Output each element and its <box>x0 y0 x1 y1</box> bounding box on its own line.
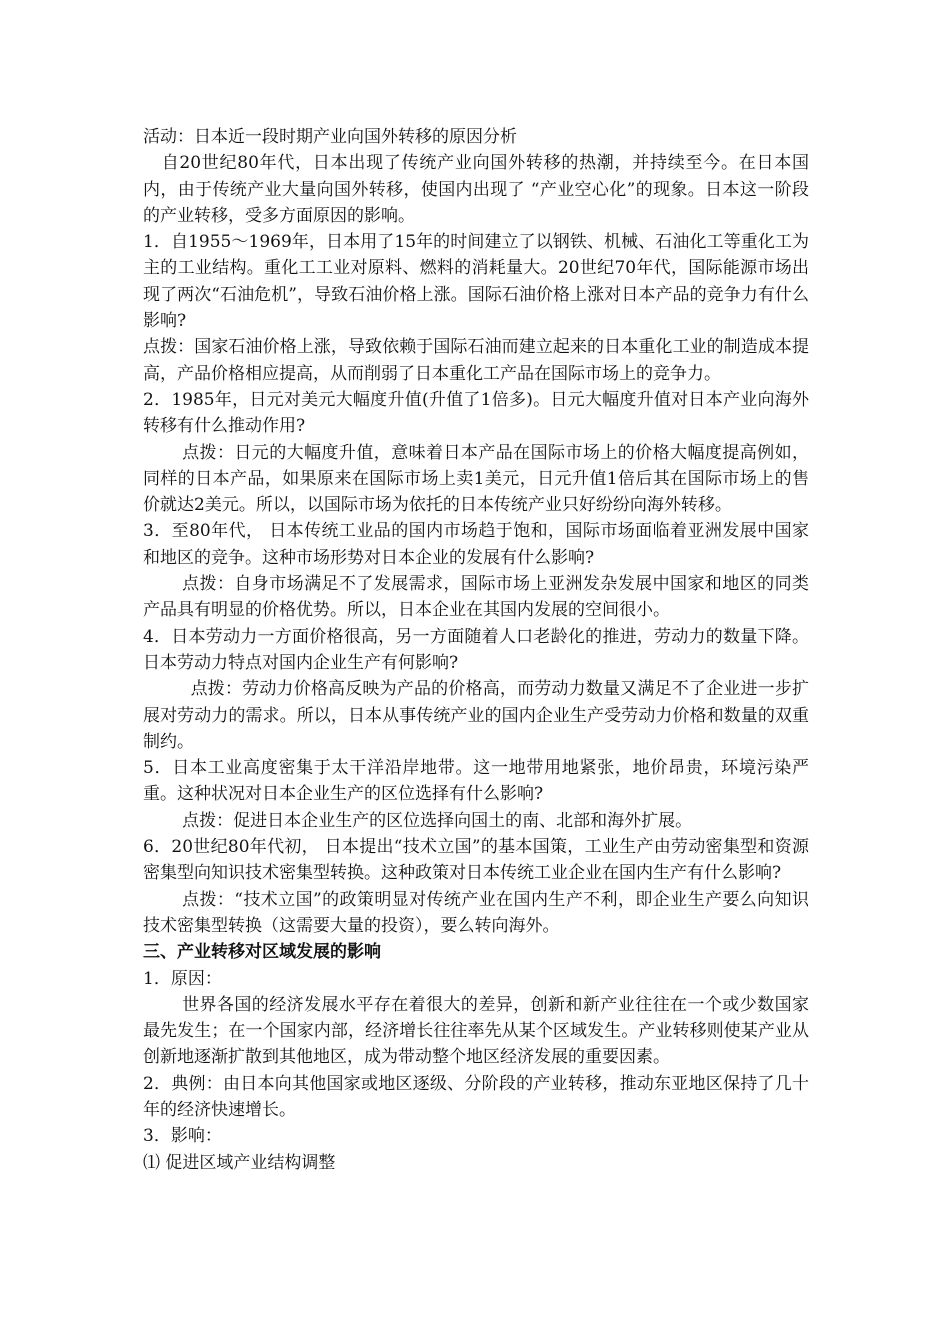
reason-label: 1．原因： <box>143 968 222 989</box>
example-text: 2．典例：由日本向其他国家或地区逐级、分阶段的产业转移，推动东亚地区保持了几十年的经济快速增长。 <box>143 1073 809 1120</box>
hint-4: 点拨：劳动力价格高反映为产品的价格高，而劳动力数量又满足不了企业进一步扩展对劳动力的需求。所以，日本从事传统产业的国内企业生产受劳动力价格和数量的双重制约。 <box>143 679 809 752</box>
hint-1: 点拨：国家石油价格上涨，导致依赖于国际石油而建立起来的日本重化工业的制造成本提高，产品价格相应提高，从而削弱了日本重化工产品在国际市场上的竞争力。 <box>143 337 809 384</box>
question-2: 2．1985年，日元对美元大幅度升值(升值了1倍多)。日元大幅度升值对日本产业向海外转移有什么推动作用? <box>143 389 809 437</box>
activity-intro: 自20世纪80年代，日本出现了传统产业向国外转移的热潮，并持续至今。在日本国内，由于传统产业大量向国外转移，使国内出现了 “产业空心化”的现象。日本这一阶段的产业转移，受多方面原因的影响。 <box>143 153 809 226</box>
reason-text: 世界各国的经济发展水平存在着很大的差异，创新和新产业往往在一个或少数国家最先发生；在一个国家内部，经济增长往往率先从某个区域发生。产业转移则使某产业从创新地逐渐扩散到其他地区，成为带动整个地区经济发展的重要因素。 <box>143 994 809 1068</box>
document-page <box>143 124 809 1176</box>
question-1: 1．自1955～1969年，日本用了15年的时间建立了以钢铁、机械、石油化工等重化工为主的工业结构。重化工工业对原料、燃料的消耗量大。20世纪70年代，国际能源市场出现了两次“石油危机”，导致石油价格上涨。国际石油价格上涨对日本产品的竞争力有什么影响? <box>143 232 809 332</box>
question-4: 4．日本劳动力一方面价格很高，另一方面随着人口老龄化的推进，劳动力的数量下降。 日本劳动力特点对国内企业生产有何影响? <box>143 626 809 673</box>
question-5: 5．日本工业高度密集于太干洋沿岸地带。这一地带用地紧张，地价昂贵，环境污染严重。这种状况对日本企业生产的区位选择有什么影响? <box>143 758 809 805</box>
impact-label: 3．影响： <box>143 1126 222 1147</box>
impact-item-1: ⑴ 促进区域产业结构调整 <box>143 1152 336 1173</box>
question-6: 6．20世纪80年代初， 日本提出“技术立国”的基本国策，工业生产由劳动密集型和资源密集型向知识技术密集型转换。这种政策对日本传统工业企业在国内生产有什么影响? <box>143 837 809 884</box>
hint-5: 点拨：促进日本企业生产的区位选择向国土的南、北部和海外扩展。 <box>182 810 693 831</box>
hint-2: 点拨：日元的大幅度升值，意味着日本产品在国际市场上的价格大幅度提高例如，同样的日本产品，如果原来在国际市场上卖1美元，日元升值1倍后其在国际市场上的售价就达2美元。所以，以国际市场为依托的日本传统产业只好纷纷向海外转移。 <box>143 442 809 516</box>
hint-3: 点拨：自身市场满足不了发展需求，国际市场上亚洲发杂发展中国家和地区的同类产品具有明显的价格优势。所以，日本企业在其国内发展的空间很小。 <box>143 574 809 621</box>
section-heading: 三、产业转移对区域发展的影响 <box>143 942 381 963</box>
question-3: 3．至80年代， 日本传统工业品的国内市场趋于饱和，国际市场面临着亚洲发展中国家和地区的竞争。这种市场形势对日本企业的发展有什么影响? <box>143 521 809 568</box>
hint-6: 点拨：“技术立国”的政策明显对传统产业在国内生产不利，即企业生产要么向知识技术密集型转换（这需要大量的投资），要么转向海外。 <box>143 889 809 936</box>
activity-title: 活动：日本近一段时期产业向国外转移的原因分析 <box>143 127 517 147</box>
